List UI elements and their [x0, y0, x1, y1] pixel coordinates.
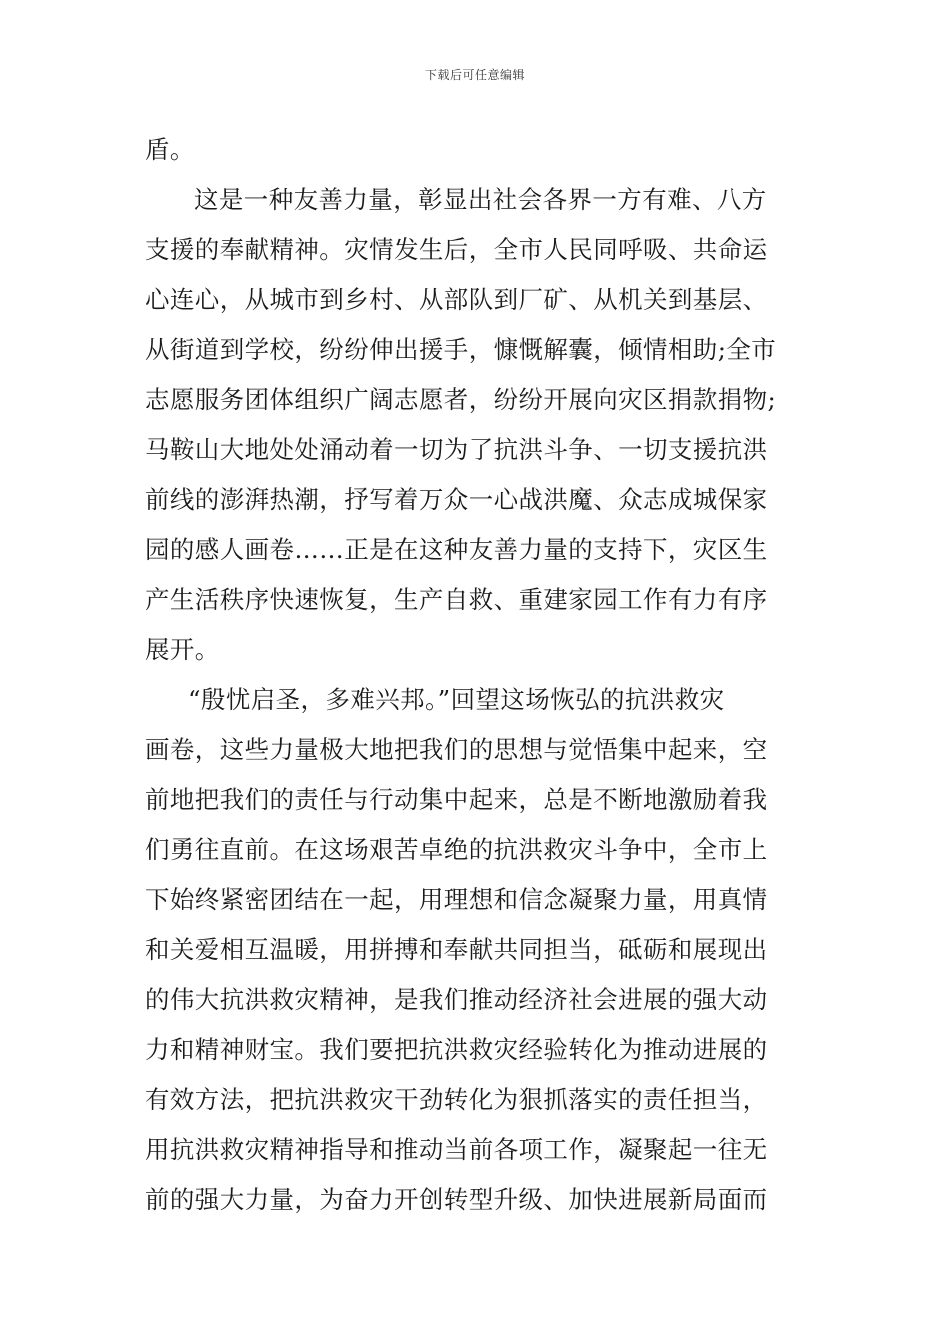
text-line: 支援的奉献精神。灾情发生后，全市人民同呼吸、共命运 — [145, 235, 768, 264]
page-header-note: 下载后可任意编辑 — [424, 68, 525, 82]
text-line: 从街道到学校，纷纷伸出援手，慷慨解囊，倾情相助;全市 — [145, 335, 777, 364]
text-line: 产生活秩序快速恢复，生产自救、重建家园工作有力有序 — [145, 585, 768, 614]
text-line: 下始终紧密团结在一起，用理想和信念凝聚力量，用真情 — [145, 885, 768, 914]
text-line: 们勇往直前。在这场艰苦卓绝的抗洪救灾斗争中，全市上 — [145, 835, 768, 864]
paragraph-start-line: 这是一种友善力量，彰显出社会各界一方有难、八方 — [194, 185, 767, 214]
text-line: 力和精神财宝。我们要把抗洪救灾经验转化为推动进展的 — [145, 1035, 768, 1064]
text-line: 展开。 — [145, 635, 220, 664]
text-line: 前地把我们的责任与行动集中起来，总是不断地激励着我 — [145, 785, 768, 814]
text-line: 马鞍山大地处处涌动着一切为了抗洪斗争、一切支援抗洪 — [145, 435, 768, 464]
text-line: 前线的澎湃热潮，抒写着万众一心战洪魔、众志成城保家 — [145, 485, 768, 514]
text-line: 心连心，从城市到乡村、从部队到厂矿、从机关到基层、 — [145, 285, 768, 314]
text-line: 园的感人画卷……正是在这种友善力量的支持下，灾区生 — [145, 535, 768, 564]
text-line: 盾。 — [145, 135, 195, 164]
paragraph-start-line: “殷忧启圣，多难兴邦。”回望这场恢弘的抗洪救灾 — [188, 685, 725, 714]
text-line: 的伟大抗洪救灾精神，是我们推动经济社会进展的强大动 — [145, 985, 768, 1014]
text-line: 用抗洪救灾精神指导和推动当前各项工作，凝聚起一往无 — [145, 1135, 768, 1164]
text-line: 志愿服务团体组织广阔志愿者，纷纷开展向灾区捐款捐物; — [145, 385, 777, 414]
document-body — [145, 125, 815, 1225]
text-line: 画卷，这些力量极大地把我们的思想与觉悟集中起来，空 — [145, 735, 768, 764]
text-line: 和关爱相互温暖，用拼搏和奉献共同担当，砥砺和展现出 — [145, 935, 768, 964]
text-line: 前的强大力量，为奋力开创转型升级、加快进展新局面而 — [145, 1185, 768, 1214]
text-line: 有效方法，把抗洪救灾干劲转化为狠抓落实的责任担当， — [145, 1085, 768, 1114]
